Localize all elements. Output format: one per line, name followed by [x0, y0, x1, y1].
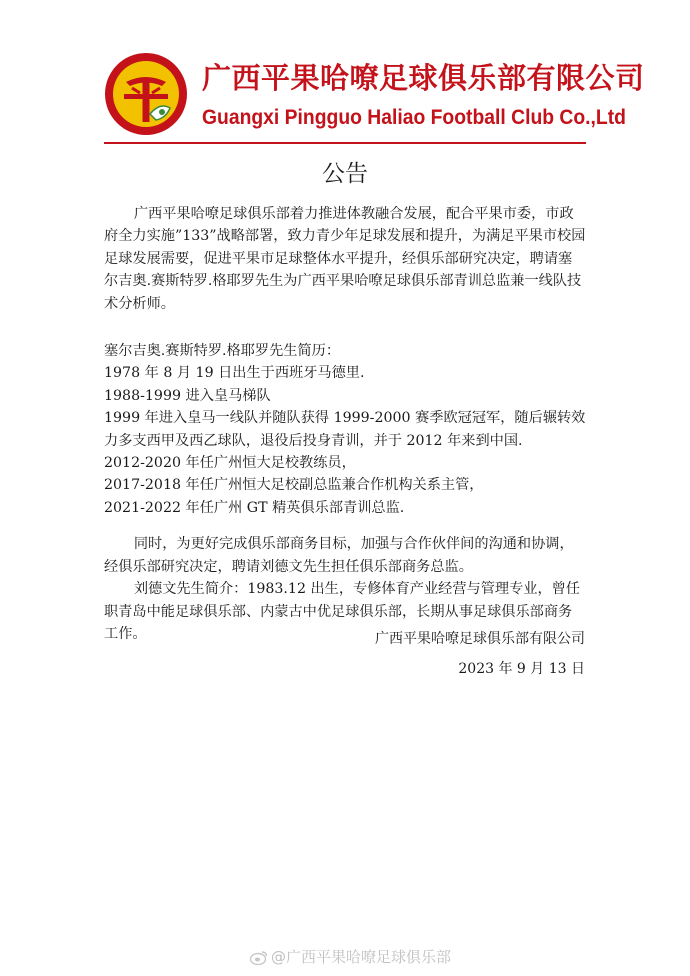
- club-logo: [104, 52, 188, 136]
- bio-line: 1999 年进入皇马一线队并随队获得 1999-2000 赛季欧冠冠军，随后辗转效力多支西甲及西乙球队，退役后投身青训，并于 2012 年来到中国.: [104, 410, 586, 449]
- bio-line: 2021-2022 年任广州 GT 精英俱乐部青训总监.: [104, 499, 405, 516]
- signature-org: 广西平果哈嘹足球俱乐部有限公司: [375, 631, 585, 647]
- paragraph-business-director: 同时，为更好完成俱乐部商务目标，加强与合作伙伴间的沟通和协调，经俱乐部研究决定，聘请刘德文先生担任俱乐部商务总监。: [104, 536, 574, 575]
- paragraph-profile: 刘德文先生简介：1983.12 出生，专修体育产业经营与管理专业，曾任职青岛中能足球俱乐部、内蒙古中优足球俱乐部，长期从事足球俱乐部商务工作。: [104, 581, 581, 642]
- bio-line: 1988-1999 进入皇马梯队: [104, 387, 271, 404]
- bio-line: 2017-2018 年任广州恒大足校副总监兼合作机构关系主管，: [104, 477, 484, 494]
- letterhead: [104, 52, 645, 138]
- signature-block: [375, 624, 585, 684]
- notice-title: 公告: [322, 161, 368, 187]
- header-divider: [104, 142, 586, 144]
- company-name-en: Guangxi Pingguo Haliao Football Club Co.,Ltd: [202, 106, 626, 129]
- company-name-cn: 广西平果哈嘹足球俱乐部有限公司: [202, 61, 645, 95]
- watermark-text: @广西平果哈嘹足球俱乐部: [271, 948, 452, 966]
- weibo-icon: [250, 950, 268, 965]
- signature-date: 2023 年 9 月 13 日: [458, 661, 585, 677]
- bio-heading: 塞尔吉奥.赛斯特罗.格耶罗先生简历：: [104, 343, 341, 360]
- notice-body: [104, 203, 586, 645]
- bio-line: 1978 年 8 月 19 日出生于西班牙马德里.: [104, 365, 365, 382]
- paragraph-appointment: 广西平果哈嘹足球俱乐部着力推进体教融合发展，配合平果市委，市政府全力实施”133”战略部署，致力青少年足球发展和提升，为满足平果市校园足球发展需要，促进平果市足球整体水平提升，经俱乐部研究决定，聘请塞尔吉奥.赛斯特罗.格耶罗先生为广西平果哈嘹足球俱乐部青训总监兼一线队技术分析师。: [104, 206, 586, 312]
- bio-line: 2012-2020 年任广州恒大足校教练员，: [104, 455, 356, 472]
- watermark: [250, 946, 451, 967]
